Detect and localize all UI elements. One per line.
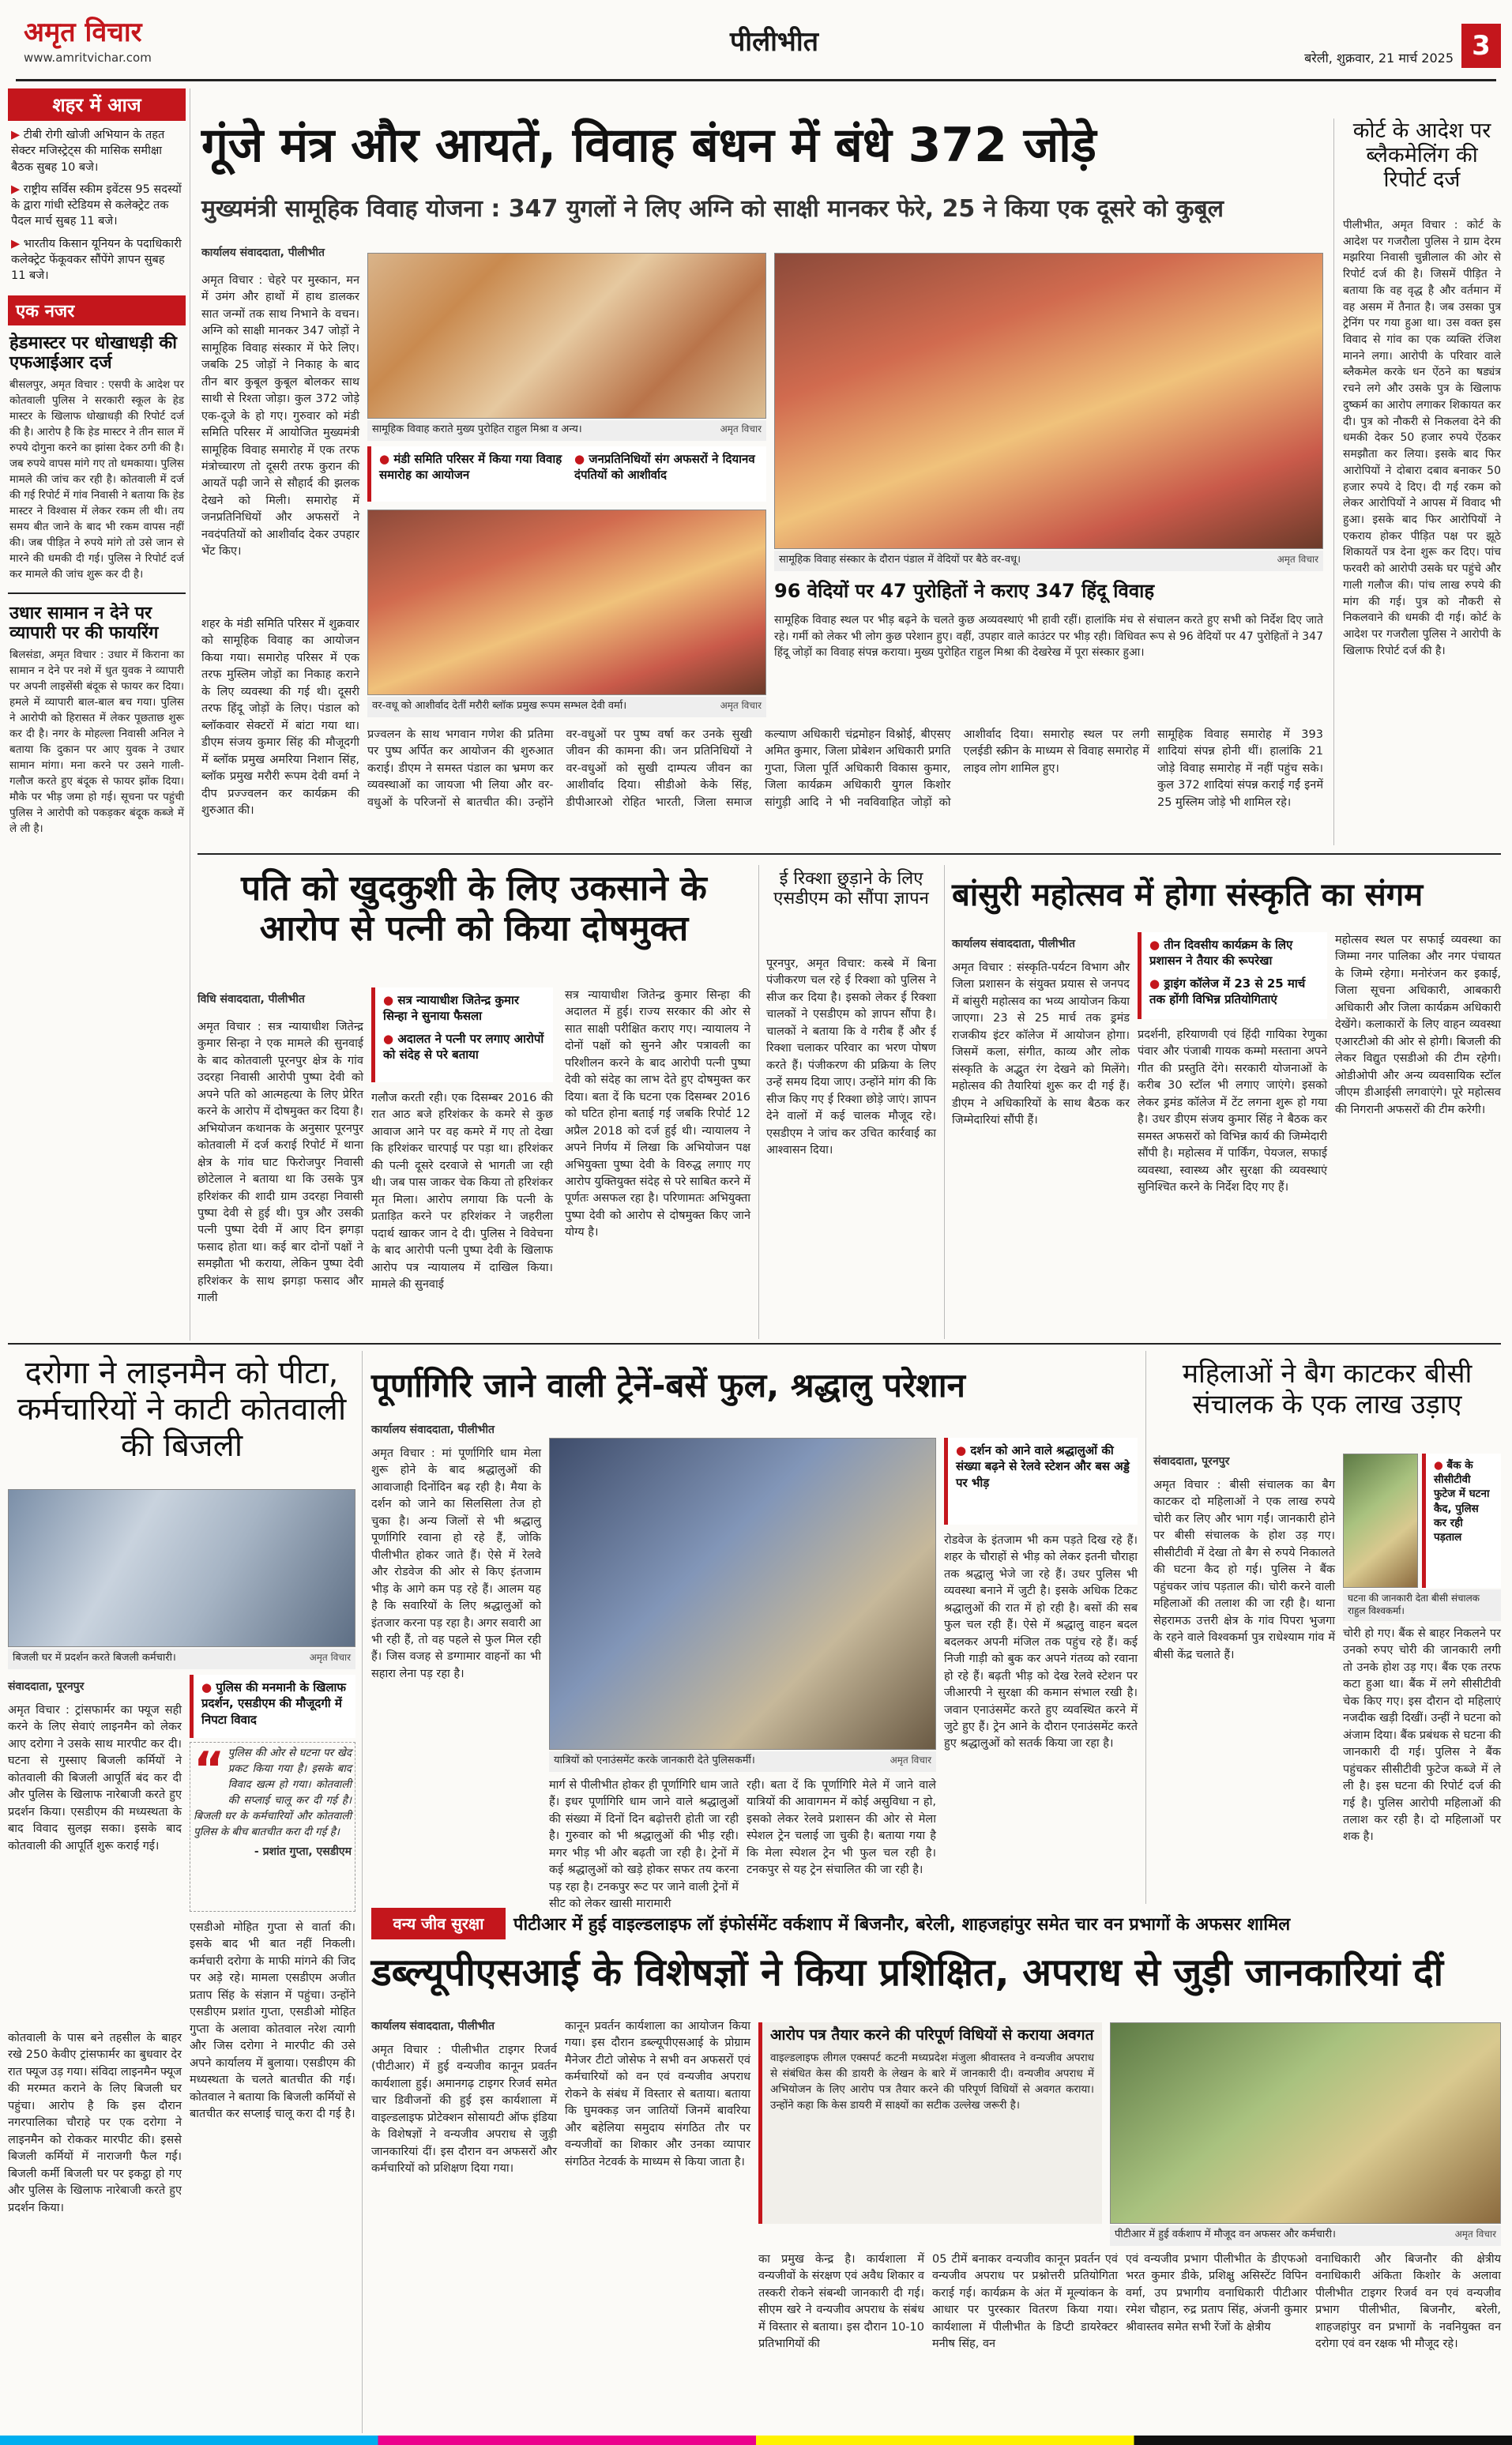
daroga-body3: एसडीओ मोहित गुप्ता से वार्ता की। इसके बाद भी बात नहीं निकली। कर्मचारी दरोगा के माफी मांगने की जिद पर अड़े रहे। मामला एसडीएम अजीत प्रताप सिंह के संज्ञान में पहुंचा। उन्होंने एसडीएम प्रशांत गुप्ता, एसडीओ मोहित गुप्ता के अलावा कोतवाल नरेश त्यागी और जिस दरोगा ने मारपीट की उसे अपने कार्यालय में बुलाया। एसडीएम की मध्यस्थता के चलते बातचीत की गई। कोतवाल ने बताया कि बिजली कर्मियों से बातचीत कर सप्लाई चालू करा दी गई है। [190,1921,355,2120]
wildlife-box-body: वाइल्डलाइफ लीगल एक्सपर्ट कटनी मध्यप्रदेश मंजुला श्रीवास्तव ने वन्यजीव अपराध से संबंधित केस की डायरी के लेखन के बारे में जानकारी दी। वन्यजीव अपराध में अभियोजन के लिए आरोप पत्र तैयार करने की परिपूर्ण विधियों से अवगत कराया। उन्होंने कहा कि केस डायरी में साक्ष्यों का सटीक उल्लेख जरूरी है। [770,2051,1094,2112]
daroga-photo-caption [8,1649,355,1669]
wildlife-headline: डब्ल्यूपीएसआई के विशेषज्ञों ने किया प्रशिक्षित, अपराध से जुड़ी जानकारियां दीं [371,1950,1444,1995]
sidebar-item-text: राष्ट्रीय सर्विस स्कीम इवेंटस 95 सदस्यों के द्वारा गांधी स्टेडियम से कलेक्ट्रेट तक पैदल मार्च सुबह 11 बजे। [11,182,182,228]
lead-body1: अमृत विचार : चेहरे पर मुस्कान, मन में उमंग और हाथों में हाथ डालकर सात जन्मों तक साथ निभाने के वचन। अग्नि को साक्षी मानकर 347 जोड़ों ने सामूहिक विवाह संस्कार में फेरे लिए। जबकि 25 जोड़ों ने निकाह के बाद तीन बार कुबूल कुबूल बोलकर साथ साथी से रिश्ता जोड़ा। कुल 372 जोड़े एक-दूजे के हो गए। गुरुवार को मंडी समिति परिसर में आयोजित मुख्यमंत्री सामूहिक विवाह समारोह में एक तरफ मंत्रोच्चारण तो दूसरी तरफ कुरान की आयतें पढ़ी जाने से सौहार्द की झलक देखने को मिली। समारोह में जनप्रतिनिधियों और अफसरों ने नवदंपतियों को आशीर्वाद देकर उपहार भेंट किए। [201,274,359,559]
masthead [0,0,1512,79]
bank-photo-box [1422,1454,1501,1588]
erickshaw-body: पूरनपुर, अमृत विचार: कस्बे में बिना पंजीकरण चल रहे ई रिक्शा को पुलिस ने सीज कर दिया है। इसको लेकर ई रिक्शा चालकों ने एसडीएम को ज्ञापन सौंपा है। चालकों ने बताया कि वे गरीब हैं और ई रिक्शा चलाकर परिवार का भरण पोषण करते हैं। पंजीकरण की प्रक्रिया के लिए उन्हें समय दिया जाए। उन्होंने मांग की कि सीज किए गए ई रिक्शा छोड़े जाएं। ज्ञापन देने वालों में कई चालक मौजूद रहे। एसडीएम ने जांच कर उचित कार्रवाई का आश्वासन दिया। [766,957,936,1157]
sidebar-story1-body: बीसलपुर, अमृत विचार : एसपी के आदेश पर कोतवाली पुलिस ने सरकारी स्कूल के हेड मास्टर के खिलाफ धोखाधड़ी की रिपोर्ट दर्ज की है। आरोप है कि हेड मास्टर ने तीन साल में रुपये दोगुना करने का झांसा देकर ठगी की है। जब रुपये वापस मांगे गए तो धमकाया। पुलिस मामले की जांच कर रही है। कोतवाली में दर्ज की गई रिपोर्ट में गांव निवासी ने बताया कि हेड मास्टर ने विश्वास में लेकर रकम ली थी। तय समय बीत जाने के बाद भी रकम वापस नहीं की। जब पीड़ित ने रुपये मांगे तो उसे जान से मारने की धमकी दी गई। पुलिस ने रिपोर्ट दर्ज कर मामले की जांच शुरू कर दी है। [9,378,184,581]
bullet-item: ● अदालत ने पत्नी पर लगाए आरोपों को संदेह से परे बताया [383,1031,545,1063]
lead-box-headline: 96 वेदियों पर 47 पुरोहितों ने कराए 347 हिंदू विवाह [774,580,1155,602]
lead-headline: गूंजे मंत्र और आयतें, विवाह बंधन में बंधे 372 जोड़े [201,118,1096,173]
bullet-item: ● दर्शन को आने वाले श्रद्धालुओं की संख्या बढ़ने से रेलवे स्टेशन और बस अड्डे पर भीड़ [956,1443,1130,1491]
sidebar-item-text: टीबी रोगी खोजी अभियान के तहत सेक्टर मजिस्ट्रेट्स की मासिक समीक्षा बैठक सुबह 10 बजे। [11,129,165,174]
lead-photo-1-caption [367,420,766,441]
bullet-item: ● मंडी समिति परिसर में किया गया विवाह समारोह का आयोजन [379,451,563,497]
bullet-item: ● सत्र न्यायाधीश जितेन्द्र कुमार सिन्हा ने सुनाया फैसला [383,992,545,1025]
lead-photo-2 [774,253,1323,549]
lead-photo-3 [367,510,766,695]
lead-col4: सामूहिक विवाह समारोह में 393 शादियां संपन्न होनी थीं। हालांकि 21 जोड़े विवाह समारोह में नहीं पहुंच सके। कुल 372 शादियां संपन्न कराई गईं इनमें 25 मुस्लिम जोड़े भी शामिल रहे। [1157,728,1323,809]
wildlife-tag [371,1908,506,1939]
sidebar-item [11,127,182,175]
photo-credit: अमृत विचार [309,1652,351,1663]
photo-credit: अमृत विचार [1277,554,1318,565]
registration-strip [0,2436,1512,2445]
wildlife-box [758,2022,1102,2224]
purnagiri-photo-caption [549,1751,936,1772]
sidebar-story2-body: बिलसंडा, अमृत विचार : उधार में किराना का सामान न देने पर नशे में धुत युवक ने व्यापारी पर अपनी लाइसेंसी बंदूक से फायर कर दिया। हमले में व्यापारी बाल-बाल बच गया। पुलिस ने आरोपी को हिरासत में लेकर पूछताछ शुरू कर दी है। नगर के मोहल्ला निवासी अनिल ने बताया कि दुकान पर आए युवक ने उधार सामान मांगा। मना करने पर उसने गाली-गलौज करते हुए बंदूक से फायर झोंक दिया। मौके पर भीड़ जमा हो गई। सूचना पर पहुंची पुलिस ने आरोपी को पकड़कर बंदूक कब्जे में ले ली है। [9,649,184,836]
wildlife-box-headline: आरोप पत्र तैयार करने की परिपूर्ण विधियों से कराया अवगत [770,2026,1094,2044]
bullet-item: ● ड्राइंग कॉलेज में 23 से 25 मार्च तक होंगी विभिन्न प्रतियोगिताएं [1149,976,1319,1008]
right-story-body: पीलीभीत, अमृत विचार : कोर्ट के आदेश पर गजरौला पुलिस ने ग्राम देरम मझरिया निवासी चुन्नीलाल की ओर से रिपोर्ट दर्ज की है। जिसमें पीड़ित ने बताया कि वह वृद्ध है और वर्तमान में वह असम में तैनात है। जब उसका पुत्र ट्रेनिंग पर गया हुआ था। उस वक्त इस विवाद से गांव का एक व्यक्ति रंजिश मानने लगा। आरोपी के परिवार वाले ब्लैकमेल करके धन ऐंठने का षड्यंत्र रचने लगे और उसके पुत्र के खिलाफ दुष्कर्म का आरोप लगाकर शिकायत कर दी। पुत्र को नौकरी से निकलवा देने की धमकी देकर 50 हजार रुपये ऐंठकर समझौता कर लिया। इसके बाद फिर आरोपियों ने दोबारा दबाव बनाकर 50 हजार रुपये दे दिए। दी गई रकम को लेकर आरोपियों ने आपस में विवाद भी हुआ। इसके बाद फिर आरोपियों ने एकराय होकर पीड़ित पक्ष पर झूठे शिकायतें पत्र देना शुरू कर दिए। पांच फरवरी को आरोपी उसके घर पहुंचे और गाली गलौज की। पांच लाख रुपये की मांग की गई। पुत्र को नौकरी से निकलवाने की धमकी दी गई। कोर्ट के आदेश पर गजरौला पुलिस ने आरोपी के खिलाफ रिपोर्ट दर्ज की है। [1343,219,1501,657]
lead-byline: कार्यालय संवाददाता, पीलीभीत [201,246,325,259]
ek-nazar-header: एक नजर [8,295,186,325]
dateline: बरेली, शुक्रवार, 21 मार्च 2025 [1304,51,1454,66]
purnagiri-bullets [944,1438,1138,1525]
purnagiri-byline: कार्यालय संवाददाता, पीलीभीत [371,1424,495,1436]
lead-photo-1 [367,253,766,419]
sidebar-header: शहर में आज [8,88,186,121]
lead-photo-3-caption [367,697,766,717]
city-name: पीलीभीत [729,26,819,58]
lead-bullets [367,446,766,502]
suicide-body3: सत्र न्यायाधीश जितेन्द्र कुमार सिन्हा की अदालत में हुई। राज्य सरकार की ओर से सात साक्षी परीक्षित कराए गए। न्यायालय ने दोनों पक्षों को सुनने और पत्रावली का परिशीलन करने के बाद आरोपी पत्नी पुष्पा देवी को संदेह का लाभ देते हुए दोषमुक्त कर दिया। बता दें कि घटना एक दिसम्बर 2016 को घटित होना बताई गई जबकि रिपोर्ट 12 अप्रैल 2018 को दर्ज हुई थी। न्यायालय ने अपने निर्णय में लिखा कि अभियोजन पक्ष अभियुक्ता पुष्पा देवी के विरुद्ध लगाए गए आरोप युक्तियुक्त संदेह से परे साबित करने में पूर्णतः असफल रहा है। परिणामतः अभियुक्ता पुष्पा देवी को आरोप से दोषमुक्त किए जाने योग्य है। [565,989,750,1239]
wildlife-body6: वनाधिकारी और बिजनौर की क्षेत्रीय वनाधिकारी अंकिता किशोर के अलावा पीलीभीत टाइगर रिजर्व वन एवं वन्यजीव प्रभाग पीलीभीत, बिजनौर, बरेली, शाहजहांपुर वन प्रभागों के नवनियुक्त वन दरोगा एवं वन रक्षक भी मौजूद रहे। [1315,2253,1501,2351]
photo-credit: अमृत विचार [1454,2229,1496,2240]
right-story-headline: कोर्ट के आदेश पर ब्लैकमेलिंग की रिपोर्ट दर्ज [1352,118,1491,193]
daroga-quote [190,1742,355,1912]
masthead-rule [16,79,1496,81]
divider [8,592,186,594]
lead-subhead: मुख्यमंत्री सामूहिक विवाह योजना : 347 युगलों ने लिए अग्नि को साक्षी मानकर फेरे, 25 ने किया एक दूसरे को कुबूल [201,195,1224,223]
bullet-item: ● बैंक के सीसीटीवी फुटेज में घटना कैद, पुलिस कर रही पड़ताल [1434,1458,1493,1544]
bank-body2: चोरी हो गए। बैंक से बाहर निकलने पर उनको रुपए चोरी की जानकारी लगी तो उनके होश उड़ गए। बैंक एक तरफ कटा हुआ था। बैंक में लगे सीसीटीवी चेक किए गए। इस दौरान दो महिलाएं नजदीक खड़ी दिखीं। उन्हीं ने घटना को अंजाम दिया। बैंक प्रबंधक से घटना की जानकारी दी गई। पुलिस ने बैंक पहुंचकर सीसीटीवी फुटेज कब्जे में ले ली है। इस घटना की रिपोर्ट दर्ज की गई है। पुलिस आरोपी महिलाओं की तलाश कर रही है। दो महिलाओं पर शक है। [1343,1627,1501,1844]
suicide-bullets [371,987,553,1082]
wildlife-body3: का प्रमुख केन्द्र है। कार्यशाला में वन्यजीवों के संरक्षण एवं अवैध शिकार व तस्करी रोकने संबन्धी जानकारी दी गई। सीएम खरे ने वन्यजीव अपराध के संबंध में विस्तार से बताया। इस दौरान 10-10 प्रतिभागियों की [758,2253,924,2351]
lead-photo-2-caption [774,551,1323,571]
wildlife-body4: 05 टीमें बनाकर वन्यजीव कानून प्रवर्तन एवं वन्यजीव अपराध पर प्रश्नोत्तरी प्रतियोगिता कराई गई। कार्यक्रम के अंत में मूल्यांकन के आधार पर पुरस्कार वितरण किया गया। कार्यशाला में पीलीभीत के डिप्टी डायरेक्टर मनीष सिंह, वन [932,2253,1118,2351]
lead-box-body: सामूहिक विवाह स्थल पर भीड़ बढ़ने के चलते कुछ अव्यवस्थाएं भी हावी रहीं। हालांकि मंच से संचालन करते हुए सभी को निर्देश दिए जाते रहे। गर्मी को लेकर भी लोग कुछ परेशान हुए। वहीं, उपहार वाले काउंटर पर भीड़ रही। विधिवत रूप से 96 वेदियों पर 47 पुरोहितों ने 347 हिंदू जोड़ों का विवाह संपन्न कराया। मुख्य पुरोहित राहुल मिश्रा की देखरेख में पूरा संस्कार हुआ। [774,614,1323,660]
caption-text: सामूहिक विवाह कराते मुख्य पुरोहित राहुल मिश्रा व अन्य। [372,423,582,435]
photo-credit: अमृत विचार [890,1755,931,1766]
purnagiri-headline: पूर्णागिरि जाने वाली ट्रेनें-बसें फुल, श्रद्धालु परेशान [371,1366,965,1405]
suicide-byline: विधि संवाददाता, पीलीभीत [197,993,305,1006]
lead-col3: प्रज्वलन के साथ भगवान गणेश की प्रतिमा पर पुष्प अर्पित कर आयोजन की शुरुआत कराई। डीएम ने समस्त पंडाल का भ्रमण कर व्यवस्थाओं का जायजा भी लिया और वर-वधुओं के परिजनों से बातचीत की। उन्होंने वर-वधुओं पर पुष्प वर्षा कर उनके सुखी जीवन की कामना की। जन प्रतिनिधियों ने वर-वधुओं को सुखी दाम्पत्य जीवन का आशीर्वाद दिया। सीडीओ केके सिंह, डीपीआरओ रोहित भारती, जिला समाज कल्याण अधिकारी चंद्रमोहन विश्नोई, बीएसए अमित कुमार, जिला प्रोबेशन अधिकारी प्रगति गुप्ता, जिला पूर्ति अधिकारी विकास कुमार, जिला कार्यक्रम अधिकारी युगल किशोर सांगुड़ी आदि ने भी नवविवाहित जोड़ों को आशीर्वाद दिया। समारोह स्थल पर लगी एलईडी स्क्रीन के माध्यम से विवाह समारोह में लाइव लोग शामिल हुए। [367,728,1149,809]
daroga-photo [8,1489,355,1647]
suicide-body2: गलौज करती रही। एक दिसम्बर 2016 की रात आठ बजे हरिशंकर के कमरे से कुछ आवाज आने पर वह कमरे में गए तो देखा कि हरिशंकर चारपाई पर पड़ा था। हरिशंकर की पत्नी दूसरे दरवाजे से भागती जा रही थी। जब पास जाकर चेक किया तो हरिशंकर मृत मिला। आरोप लगाया कि पत्नी के प्रताड़ित करने पर हरिशंकर ने जहरीला पदार्थ खाकर जान दे दी। पुलिस ने विवेचना के बाद आरोपी पत्नी पुष्पा देवी के खिलाफ आरोप पत्र न्यायालय में दाखिल किया। मामले की सुनवाई [371,1092,553,1291]
bansuri-body2: प्रदर्शनी, हरियाणवी एवं हिंदी गायिका रेणुका पंवार और पंजाबी गायक कम्मो मस्ताना अपने गीत की प्रस्तुति देंगे। सरकारी योजनाओं के करीब 30 स्टॉल भी लगाए जाएंगे। इसको लेकर ड्रमंड कॉलेज में टेंट लगना शुरू हो गया है। उधर डीएम संजय कुमार सिंह ने बैठक कर समस्त अफसरों को विभिन्न कार्य की जिम्मेदारी सौंपी है। महोत्सव में पार्किंग, पेयजल, सफाई व्यवस्था, स्वास्थ्य और सुरक्षा की व्यवस्थाएं सुनिश्चित करने के निर्देश दिए गए हैं। [1138,1029,1327,1194]
page-number: 3 [1461,24,1501,68]
lead-body2: शहर के मंडी समिति परिसर में शुक्रवार को सामूहिक विवाह का आयोजन किया गया। समारोह परिसर में एक तरफ मुस्लिम जोड़ों का निकाह कराने के लिए व्यवस्था की गई थी। दूसरी तरफ हिंदू जोड़ों के लिए। पंडाल को ब्लॉकवार सेक्टरों में बांटा गया था। डीएम संजय कुमार सिंह की मौजूदगी में ब्लॉक प्रमुख अमरिया निशान सिंह, ब्लॉक प्रमुख मरौरी रूपम देवी वर्मा ने दीप प्रज्ज्वलन कर कार्यक्रम की शुरुआत की। [201,618,359,817]
masthead-url[interactable]: www.amritvichar.com [24,51,152,65]
bank-byline: संवाददाता, पूरनपुर [1153,1455,1230,1468]
caption-text: यात्रियों को एनाउंसमेंट करके जानकारी देते पुलिसकर्मी। [554,1755,755,1766]
bansuri-bullets [1138,932,1327,1019]
purnagiri-body1: अमृत विचार : मां पूर्णागिरि धाम मेला शुरू होने के बाद श्रद्धालुओं की आवाजाही दिनोंदिन बढ़ रही है। मैया के दर्शन को जाने का सिलसिला तेज हो चुका है। अन्य जिलों से भी श्रद्धालु पूर्णागिरि रवाना हो रहे हैं, जोकि पीलीभीत होकर जाते हैं। ऐसे में रेलवे और रोडवेज की ओर से किए इंतजाम भीड़ के आगे कम पड़ रहे हैं। आलम यह है कि सवारियों के लिए श्रद्धालुओं को इंतजार करना पड़ रहा है। अगर सवारी आ भी रही हैं, तो वह पहले से फुल मिल रही हैं। जिस वजह से डग्गामार वाहनों का भी सहारा लेना पड़ रहा है। [371,1447,541,1680]
bank-headline: महिलाओं ने बैग काटकर बीसी संचालक के एक लाख उड़ाए [1182,1358,1473,1421]
photo-credit: अमृत विचार [720,423,762,434]
quote-icon: “ [194,1742,225,1797]
suicide-body1: अमृत विचार : सत्र न्यायाधीश जितेन्द्र कुमार सिन्हा ने एक मामले की सुनवाई के बाद कोतवाली पूरनपुर क्षेत्र के गांव उदरहा निवासी आरोपी पुष्पा देवी को अपने पति को आत्महत्या के लिए प्रेरित करने के आरोप में दोषमुक्त कर दिया है। अभियोजन कथानक के अनुसार पूरनपुर कोतवाली में दर्ज कराई रिपोर्ट में थाना क्षेत्र के गांव घाट फिरोजपुर निवासी छोटेलाल ने बताया था कि उसके पुत्र हरिशंकर की शादी ग्राम उदरहा निवासी पुष्पा देवी से हुई थी। पुत्र और उसकी पत्नी पुष्पा देवी में आए दिन झगड़ा फसाद होता था। कई बार दोनों पक्षों ने समझौता भी कराया, लेकिन पुष्पा देवी हरिशंकर के साथ झगड़ा फसाद और गाली [197,1021,363,1305]
bansuri-body3: महोत्सव स्थल पर सफाई व्यवस्था का जिम्मा नगर पालिका और नगर पंचायत के जिम्मे रहेगा। मनोरंजन कर इकाई, जिला सूचना अधिकारी, आबकारी अधिकारी और जिला कार्यक्रम अधिकारी देखेंगे। कलाकारों के लिए वाहन व्यवस्था एआरटीओ की ओर से होगी। बिजली की लेकर विद्युत एसडीओ की टीम रहेगी। ओडीओपी और अन्य व्यवसायिक स्टॉल जीएम डीआईसी लगवाएंगे। पूरे महोत्सव की निगरानी अफसरों की टीम करेगी। [1335,934,1501,1116]
bansuri-byline: कार्यालय संवाददाता, पीलीभीत [952,938,1075,950]
caption-text: सामूहिक विवाह संस्कार के दौरान पंडाल में वेदियों पर बैठे वर-वधू। [779,554,1021,566]
wildlife-photo [1110,2022,1501,2224]
purnagiri-body2: मार्ग से पीलीभीत होकर ही पूर्णागिरि धाम जाते हैं। इधर पूर्णागिरि धाम जाने वाले श्रद्धालुओं की संख्या में दिनों दिन बढ़ोत्तरी होती जा रही है। गुरुवार को भी श्रद्धालुओं की भीड़ रही। मगर भीड़ भी और बढ़ती जा रही है। ट्रेनों में कई श्रद्धालुओं को खड़े होकर सफर तय करना पड़ रहा है। टनकपुर रूट पर जाने वाली ट्रेनों में सीट को लेकर खासी मारामारी [549,1779,739,1911]
purnagiri-body4: रोडवेज के इंतजाम भी कम पड़ते दिख रहे हैं। शहर के चौराहों से भीड़ को लेकर इतनी चौराहा तक श्रद्धालु भेजे जा रहे हैं। उधर पुलिस भी व्यवस्था बनाने में जुटी है। इसके अधिक टिकट श्रद्धालुओं की रात में हो रही है। बसों की सब फुल चल रही हैं। ऐसे में श्रद्धालु वाहन बदल बदलकर अपनी मंजिल तक पहुंच रहे हैं। कई निजी गाड़ी को बुक कर अपने गंतव्य को रवाना हो रहे हैं। बढ़ती भीड़ को देख रेलवे स्टेशन पर जीआरपी ने सुरक्षा की कमान संभाल रखी है। जवान एनाउंसमेंट करते हुए व्यवस्थित करने में जुटे हुए हैं। ट्रेन आने के दौरान एनाउंसमेंट करते हुए श्रद्धालुओं को सतर्क किया जा रहा है। [944,1534,1138,1751]
sidebar [8,88,186,1341]
masthead-logo: अमृत विचार [24,17,142,48]
daroga-body1: अमृत विचार : ट्रांसफार्मर का फ्यूज सही करने के लिए सेवाएं लाइनमैन को लेकर आए दरोगा ने उसके साथ मारपीट कर दी। घटना से गुस्साए बिजली कर्मियों ने कोतवाली की बिजली आपूर्ति बंद कर दी और पुलिस के खिलाफ नारेबाजी करते हुए प्रदर्शन किया। एसडीएम की मध्यस्थता के बाद विवाद सुलझ सका। इसके बाद कोतवाली की आपूर्ति शुरू कराई गई। [8,1704,182,1853]
wildlife-photo-caption [1110,2225,1501,2246]
bank-photo [1343,1454,1418,1588]
wildlife-body5: एवं वन्यजीव प्रभाग पीलीभीत के डीएफओ भरत कुमार डीके, प्रशिक्षु असिस्टेंट विपिन वर्मा, उप प्रभागीय वनाधिकारी पीटीआर रमेश चौहान, रुद्र प्रताप सिंह, अंजनी कुमार श्रीवास्तव समेत सभी रेंजों के क्षेत्रीय [1126,2253,1307,2334]
sidebar-story1-headline: हेडमास्टर पर धोखाधड़ी की एफआईआर दर्ज [9,333,177,373]
purnagiri-body3: रही। बता दें कि पूर्णागिरि मेले में जाने वाले यात्रियों की आवागमन में कोई असुविधा न हो, इसको लेकर रेलवे प्रशासन की ओर से मेला स्पेशल ट्रेन चलाई जा चुकी है। बताया गया है कि मेला स्पेशल ट्रेन भी फुल चल रही है। टनकपुर से यह ट्रेन संचालित की जा रही है। [747,1779,936,1877]
quote-attribution: - प्रशांत गुप्ता, एसडीएम [254,1845,352,1858]
bansuri-body1: अमृत विचार : संस्कृति-पर्यटन विभाग और जिला प्रशासन के संयुक्त प्रयास से जनपद में बांसुरी महोत्सव का भव्य आयोजन किया जाएगा। 23 से 25 मार्च तक ड्रमंड राजकीय इंटर कॉलेज में आयोजन होगा। जिसमें कला, संगीत, काव्य और लोक संस्कृति के अद्भुत रंग देखने को मिलेंगे। महोत्सव की तैयारियां शुरू कर दी गई हैं। डीएम ने अधिकारियों के साथ बैठक कर जिम्मेदारियां सौंपी हैं। [952,961,1130,1127]
sidebar-item [11,236,182,284]
bansuri-headline: बांसुरी महोत्सव में होगा संस्कृति का संगम [952,877,1424,913]
wildlife-byline: कार्यालय संवाददाता, पीलीभीत [371,2020,495,2033]
daroga-box [190,1675,355,1738]
bullet-item: ● पुलिस की मनमानी के खिलाफ प्रदर्शन, एसडीएम की मौजूदगी में निपटा विवाद [201,1680,348,1728]
bank-photo-caption: घटना की जानकारी देता बीसी संचालक राहुल विश्वकर्मा। [1343,1589,1501,1621]
wildlife-body1: अमृत विचार : पीलीभीत टाइगर रिजर्व (पीटीआर) में हुई वन्यजीव कानून प्रवर्तन कार्यशाला हुई। अमानगढ़ टाइगर रिजर्व समेत चार डिवीजनों की हुई इस कार्यशाला में वाइल्डलाइफ प्रोटेक्शन सोसायटी ऑफ इंडिया के विशेषज्ञों ने वन्यजीव अपराध से जुड़ी जानकारियां दीं। इस दौरान वन अफसरों और कर्मचारियों को प्रशिक्षण दिया गया। [371,2044,557,2176]
daroga-byline: संवाददाता, पूरनपुर [8,1680,85,1693]
daroga-body2: कोतवाली के पास बने तहसील के बाहर रखे 250 केवीए ट्रांसफार्मर का बुधवार देर रात फ्यूज उड़ गया। संविदा लाइनमैन फ्यूज की मरम्मत कराने के लिए बिजली घर पहुंचा। आरोप है कि इस दौरान नगरपालिका चौराहे पर एक दरोगा ने लाइनमैन को रोककर मारपीट की। इससे बिजली कर्मियों में नाराजगी फैल गई। बिजली कर्मी बिजली घर पर इकट्ठा हो गए और पुलिस के खिलाफ नारेबाजी करते हुए प्रदर्शन किया। [8,2032,182,2214]
caption-text: वर-वधू को आशीर्वाद देतीं मरौरी ब्लॉक प्रमुख रूपम सम्भल देवी वर्मा। [372,700,627,712]
sidebar-item-text: भारतीय किसान यूनियन के पदाधिकारी कलेक्ट्रेट फेंकूवकर सौंपेंगे ज्ञापन सुबह 11 बजे। [11,237,182,283]
sidebar-story2-headline: उधार सामान न देने पर व्यापारी पर की फायरिंग [9,603,159,644]
bank-body1: अमृत विचार : बीसी संचालक का बैग काटकर दो महिलाओं ने एक लाख रुपये चोरी कर लिए और भाग गईं। जानकारी होने पर बीसी संचालक के होश उड़ गए। सीसीटीवी में देखा तो बैग से रुपये निकालते की घटना कैद हो गई। पुलिस ने बैंक पहुंचकर जांच पड़ताल की। चोरी करने वाली महिलाओं की तलाश की जा रही है। थाना सेहरामऊ उत्तरी क्षेत्र के गांव पिपरा भुजगा के रहने वाले विश्वकर्मा पुत्र राधेश्याम गांव में बीसी केंद्र चलाते हैं। [1153,1479,1335,1661]
photo-credit: अमृत विचार [720,700,762,711]
sidebar-item [11,182,182,230]
suicide-headline: पति को खुदकुशी के लिए उकसाने के आरोप से पत्नी को किया दोषमुक्त [241,868,707,949]
wildlife-kicker: पीटीआर में हुई वाइल्डलाइफ लॉ इंफोर्समेंट वर्कशाप में बिजनौर, बरेली, शाहजहांपुर समेत चार वन प्रभागों के अफसर शामिल [513,1915,1291,1935]
purnagiri-photo [549,1438,936,1750]
caption-text: बिजली घर में प्रदर्शन करते बिजली कर्मचारी। [13,1652,176,1664]
wildlife-body2: कानून प्रवर्तन कार्यशाला का आयोजन किया गया। इस दौरान डब्ल्यूपीएसआई के प्रोग्राम मैनेजर टीटो जोसेफ ने सभी वन अफसरों एवं कर्मचारियों को वन एवं वन्यजीव अपराध रोकने के संबंध में विस्तार से बताया। बताया कि घुमक्कड़ जन जातियों जिनमें बावरिया और बहेलिया समुदाय संगठित तौर पर वन्यजीवों का शिकार और उनका व्यापार संगठित नेटवर्क के माध्यम से किया जाता है। [565,2020,750,2169]
tag-text: वन्य जीव सुरक्षा [393,1914,484,1933]
caption-text: पीटीआर में हुई वर्कशाप में मौजूद वन अफसर और कर्मचारी। [1115,2229,1336,2240]
bullet-item: ● तीन दिवसीय कार्यक्रम के लिए प्रशासन ने तैयार की रूपरेखा [1149,937,1319,969]
erickshaw-headline: ई रिक्शा छुड़ाने के लिए एसडीएम को सौंपा ज्ञापन [773,869,929,909]
quote-text: पुलिस की ओर से घटना पर खेद प्रकट किया गया है। इसके बाद विवाद खत्म हो गया। कोतवाली की सप्लाई चालू कर दी गई है। बिजली घर के कर्मचारियों और कोतवाली पुलिस के बीच बातचीत करा दी गई है। [194,1747,352,1838]
daroga-headline: दरोगा ने लाइनमैन को पीटा, कर्मचारियों ने काटी कोतवाली की बिजली [17,1355,347,1464]
bullet-item: ● जनप्रतिनिधियों संग अफसरों ने दियानव दंपतियों को आशीर्वाद [574,451,758,497]
